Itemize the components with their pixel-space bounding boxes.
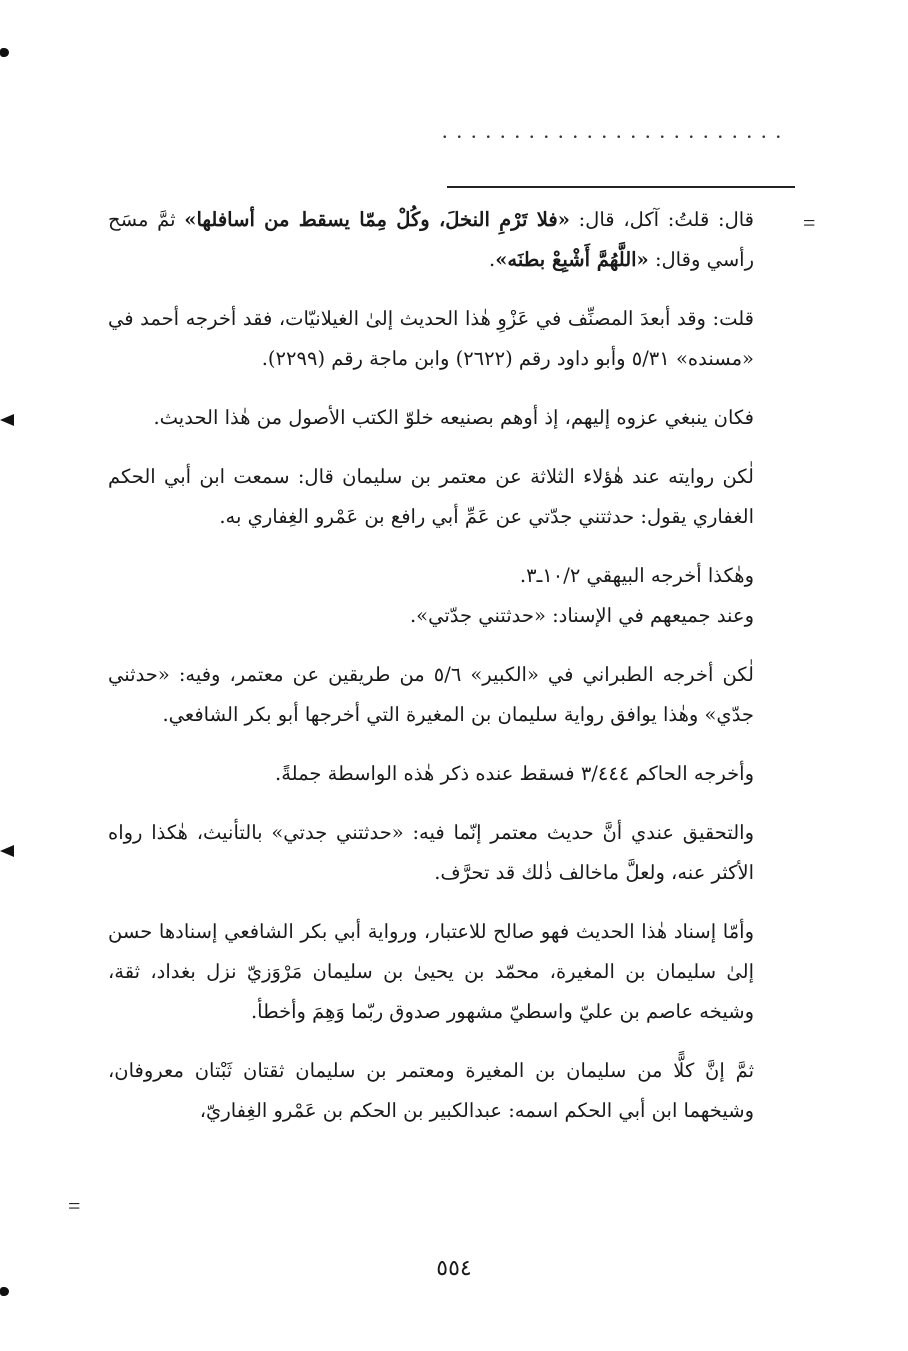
continuation-mark-bottom: = [68,1193,81,1218]
hadith-quote: «فلا تَرْمِ النخلَ، وكُلْ مِمّا يسقط من أسافلها» [184,208,570,231]
paragraph [108,556,754,596]
continuation-mark-top: = [803,210,816,235]
paragraph-text: ثمَّ إنَّ كلًّا من سليمان بن المغيرة ومعتمر بن سليمان ثقتان ثَبْتان معروفان، وشيخهما ابن أبي الحكم اسمه: عبدالكبير بن الحكم بن عَمْرو الغِفاريّ، [108,1059,754,1122]
footnote-rule [447,186,795,188]
paragraph-text: فكان ينبغي عزوه إليهم، إذ أوهم بصنيعه خلوّ الكتب الأصول من هٰذا الحديث. [153,406,754,429]
paragraph [108,596,754,636]
paragraph-text: وهٰكذا أخرجه البيهقي ١٠/٢ـ٣. [519,564,754,587]
paragraph-text: وأمّا إسناد هٰذا الحديث فهو صالح للاعتبار، ورواية أبي بكر الشافعي إسنادها حسن إلىٰ سليمان بن المغيرة، محمّد بن يحيىٰ بن سليمان مَرْوَزيّ نزل بغداد، ثقة، وشيخه عاصم بن عليّ واسطيّ مشهور صدوق ربّما وَهِمَ وأخطأ. [108,920,754,1023]
scan-edge-mark [0,1287,9,1296]
scan-edge-arrow [0,845,14,857]
paragraph-text: قلت: وقد أبعدَ المصنِّف في عَزْوِ هٰذا الحديث إلىٰ الغيلانيّات، فقد أخرجه أحمد في «مسنده» ٥/٣١ وأبو داود رقم (٢٦٢٢) وابن ماجة رقم (٢٢٩٩). [108,307,754,370]
paragraph-text: لٰكن روايته عند هٰؤلاء الثلاثة عن معتمر بن سليمان قال: سمعت ابن أبي الحكم الغفاري يقول: حدثتني جدّتي عن عَمِّ أبي رافع بن عَمْرو الغِفاري به. [108,465,754,528]
paragraph-text: قال: قلتُ: آكل، قال: [569,208,754,231]
dotted-separator: ........................ [442,118,790,143]
paragraph-text: لٰكن أخرجه الطبراني في «الكبير» ٥/٦ من طريقين عن معتمر، وفيه: «حدثني جدّي» وهٰذا يوافق رواية سليمان بن المغيرة التي أخرجها أبو بكر الشافعي. [108,663,754,726]
paragraph-text: وعند جميعهم في الإسناد: «حدثتني جدّتي». [409,604,754,627]
paragraph [108,398,754,438]
paragraph-text: وأخرجه الحاكم ٣/٤٤٤ فسقط عنده ذكر هٰذه الواسطة جملةً. [275,762,754,785]
paragraph-text: . [489,248,496,271]
paragraph [108,912,754,1032]
scan-edge-mark [0,48,9,57]
hadith-quote: «اللَّهُمَّ أَشْبِعْ بطنَه» [495,248,649,271]
paragraph [108,813,754,893]
paragraph [108,1051,754,1131]
page-number: ٥٥٤ [436,1256,472,1281]
footnote-body [108,200,754,1150]
paragraph [108,299,754,379]
scan-edge-arrow [0,414,14,426]
paragraph [108,457,754,537]
paragraph-text: والتحقيق عندي أنَّ حديث معتمر إنّما فيه: «حدثتني جدتي» بالتأنيث، هٰكذا رواه الأكثر عنه، ولعلَّ ماخالف ذٰلك قد تحرَّف. [108,821,754,884]
paragraph [108,200,754,280]
paragraph [108,754,754,794]
paragraph-text: ثمَّ مسَح رأسي وقال: [108,208,754,271]
paragraph [108,655,754,735]
